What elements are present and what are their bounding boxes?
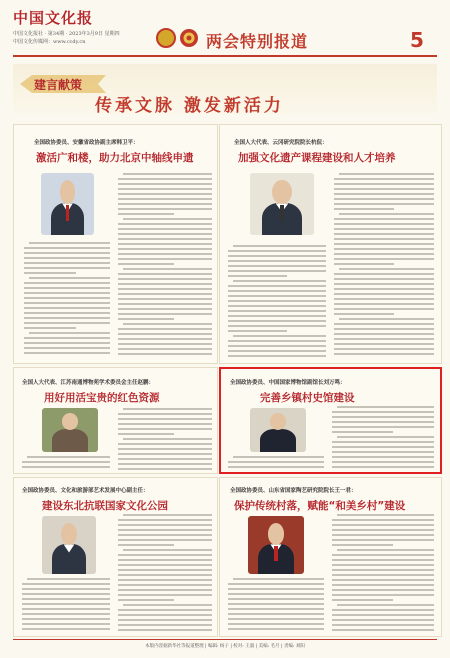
article-kicker: 全国人大代表、江苏南通博物苑学术委员会主任赵鹏： — [22, 380, 155, 386]
page-footer: 本版内容据新华社等报道整理 | 编辑: 杨子 | 校对: 王淑 | 美编: 毛月 | 责编: 刘阳 — [145, 644, 305, 649]
article-title: 用好用活宝贵的红色资源 — [44, 392, 160, 404]
article-body — [22, 578, 110, 634]
article-panel — [219, 477, 442, 637]
article-body — [334, 173, 434, 359]
article-body — [118, 173, 212, 359]
cppcc-emblem-icon — [178, 28, 200, 48]
masthead-meta: 中国文化报社 · 第34期 · 2023年3月9日 星期四 — [13, 31, 120, 37]
article-kicker: 全国政协委员、山东省国家陶艺研究院院长王一君： — [230, 488, 357, 494]
highlight-box — [219, 367, 442, 474]
article-body — [24, 242, 110, 360]
article-panel — [13, 477, 218, 637]
article-kicker: 全国政协委员、中国国家博物馆副馆长刘万鸣： — [230, 380, 346, 386]
article-title: 保护传统村落，赋能“和美乡村”建设 — [234, 500, 406, 512]
article-kicker: 全国政协委员、文化和旅游部艺术发展中心副主任： — [22, 488, 149, 494]
header-divider — [13, 55, 437, 57]
article-panel — [13, 124, 218, 364]
author-photo — [248, 516, 304, 574]
article-body — [118, 408, 212, 474]
banner-tag-label: 建言献策 — [34, 78, 83, 92]
article-body — [22, 456, 110, 474]
article-title: 建设东北抗联国家文化公园 — [42, 500, 168, 512]
article-kicker: 全国人大代表、云冈研究院院长杭侃： — [234, 140, 328, 146]
article-body — [332, 514, 434, 634]
article-panel — [219, 124, 442, 364]
author-photo — [41, 173, 94, 235]
masthead: 中国文化报 — [13, 9, 94, 27]
article-panel — [13, 367, 218, 474]
national-emblem-icon — [156, 28, 176, 48]
footer-divider — [13, 639, 437, 640]
section-title: 两会特别报道 — [206, 32, 309, 51]
author-photo — [250, 173, 314, 235]
author-photo — [42, 408, 98, 452]
article-body — [118, 514, 212, 634]
article-title: 加强文化遗产课程建设和人才培养 — [238, 152, 396, 164]
banner-headline: 传承文脉 激发新活力 — [95, 96, 284, 116]
author-photo — [42, 516, 96, 574]
article-title: 激活广和楼，助力北京中轴线申遗 — [36, 152, 194, 164]
masthead-meta-web: 中国文化传媒网：www.ccdy.cn — [13, 39, 86, 45]
page-number: 5 — [410, 28, 424, 52]
article-kicker: 全国政协委员、安徽省政协副主席韩卫平： — [34, 140, 139, 146]
article-body — [228, 245, 326, 360]
article-title: 完善乡镇村史馆建设 — [260, 392, 355, 404]
article-body — [228, 578, 324, 634]
